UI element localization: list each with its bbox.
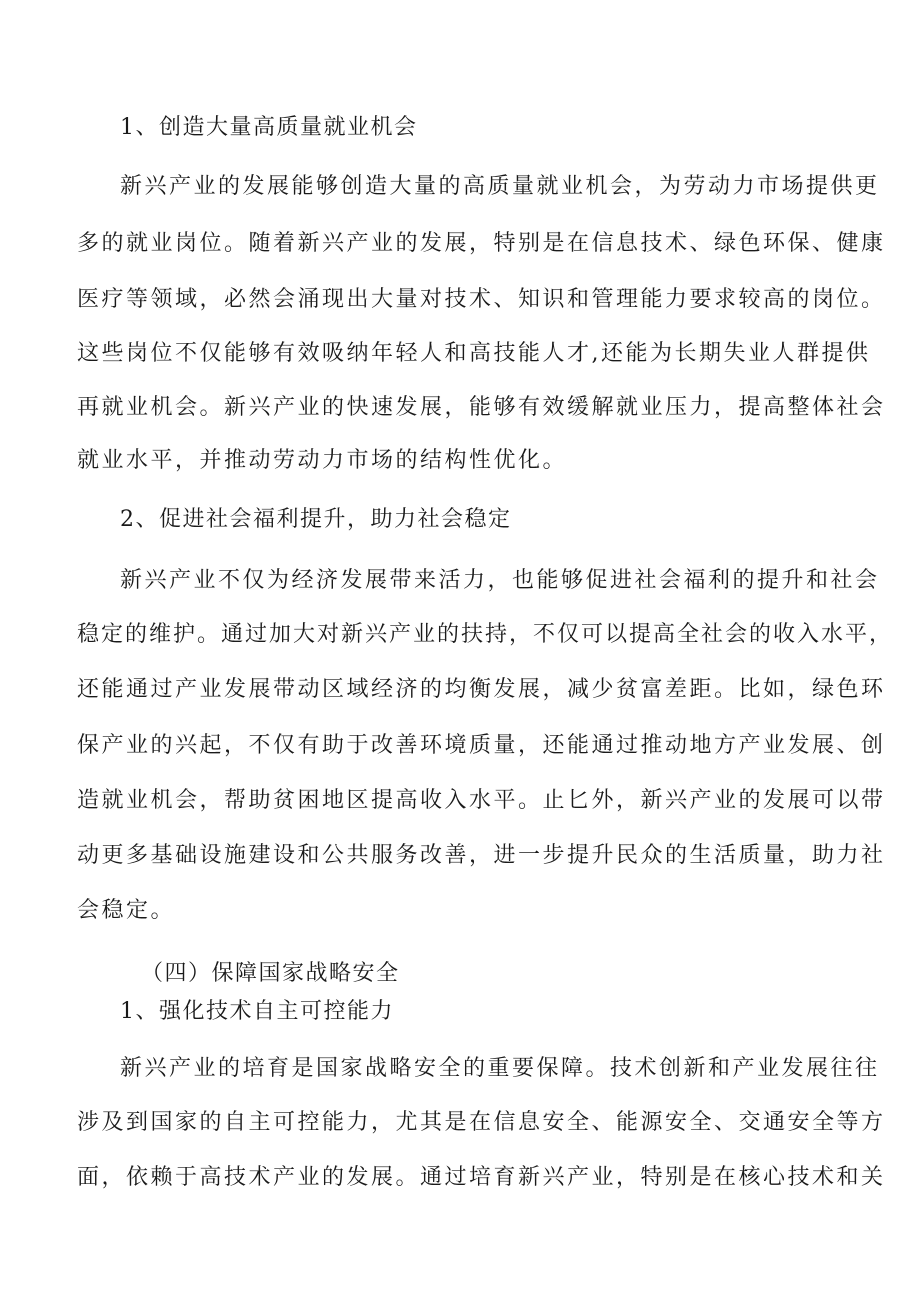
chapter-heading: （四）保障国家战略安全	[141, 961, 400, 986]
paragraph-line: 就业水平，并推动劳动力市场的结构性优化。	[77, 448, 568, 473]
paragraph-line: 新兴产业的培育是国家战略安全的重要保障。技术创新和产业发展往往	[120, 1056, 880, 1081]
section-heading: 1、创造大量高质量就业机会	[120, 115, 418, 140]
paragraph-line: 医疗等领域，必然会涌现出大量对技术、知识和管理能力要求较高的岗位。	[77, 287, 886, 312]
paragraph-line: 这些岗位不仅能够有效吸纳年轻人和高技能人才,还能为长期失业人群提供	[77, 341, 871, 366]
paragraph-line: 新兴产业不仅为经济发展带来活力，也能够促进社会福利的提升和社会	[120, 568, 880, 593]
paragraph-line: 动更多基础设施建设和公共服务改善，进一步提升民众的生活质量，助力社	[77, 843, 886, 868]
paragraph-line: 稳定的维护。通过加大对新兴产业的扶持，不仅可以提高全社会的收入水平，	[77, 622, 894, 647]
section-heading: 1、强化技术自主可控能力	[120, 999, 394, 1024]
paragraph-line: 会稳定。	[77, 898, 176, 923]
paragraph-line: 保产业的兴起，不仅有助于改善环境质量，还能通过推动地方产业发展、创	[77, 733, 886, 758]
paragraph-line: 多的就业岗位。随着新兴产业的发展，特别是在信息技术、绿色环保、健康	[77, 231, 886, 256]
paragraph-line: 还能通过产业发展带动区域经济的均衡发展，减少贫富差距。比如，绿色环	[77, 677, 886, 702]
paragraph-line: 再就业机会。新兴产业的快速发展，能够有效缓解就业压力，提高整体社会	[77, 395, 886, 420]
paragraph-line: 涉及到国家的自主可控能力，尤其是在信息安全、能源安全、交通安全等方	[77, 1110, 886, 1135]
paragraph-line: 新兴产业的发展能够创造大量的高质量就业机会，为劳动力市场提供更	[120, 174, 880, 199]
paragraph-line: 面，依赖于高技术产业的发展。通过培育新兴产业，特别是在核心技术和关	[77, 1165, 886, 1190]
section-heading: 2、促进社会福利提升，助力社会稳定	[120, 507, 512, 532]
paragraph-line: 造就业机会，帮助贫困地区提高收入水平。止匕外，新兴产业的发展可以带	[77, 788, 886, 813]
